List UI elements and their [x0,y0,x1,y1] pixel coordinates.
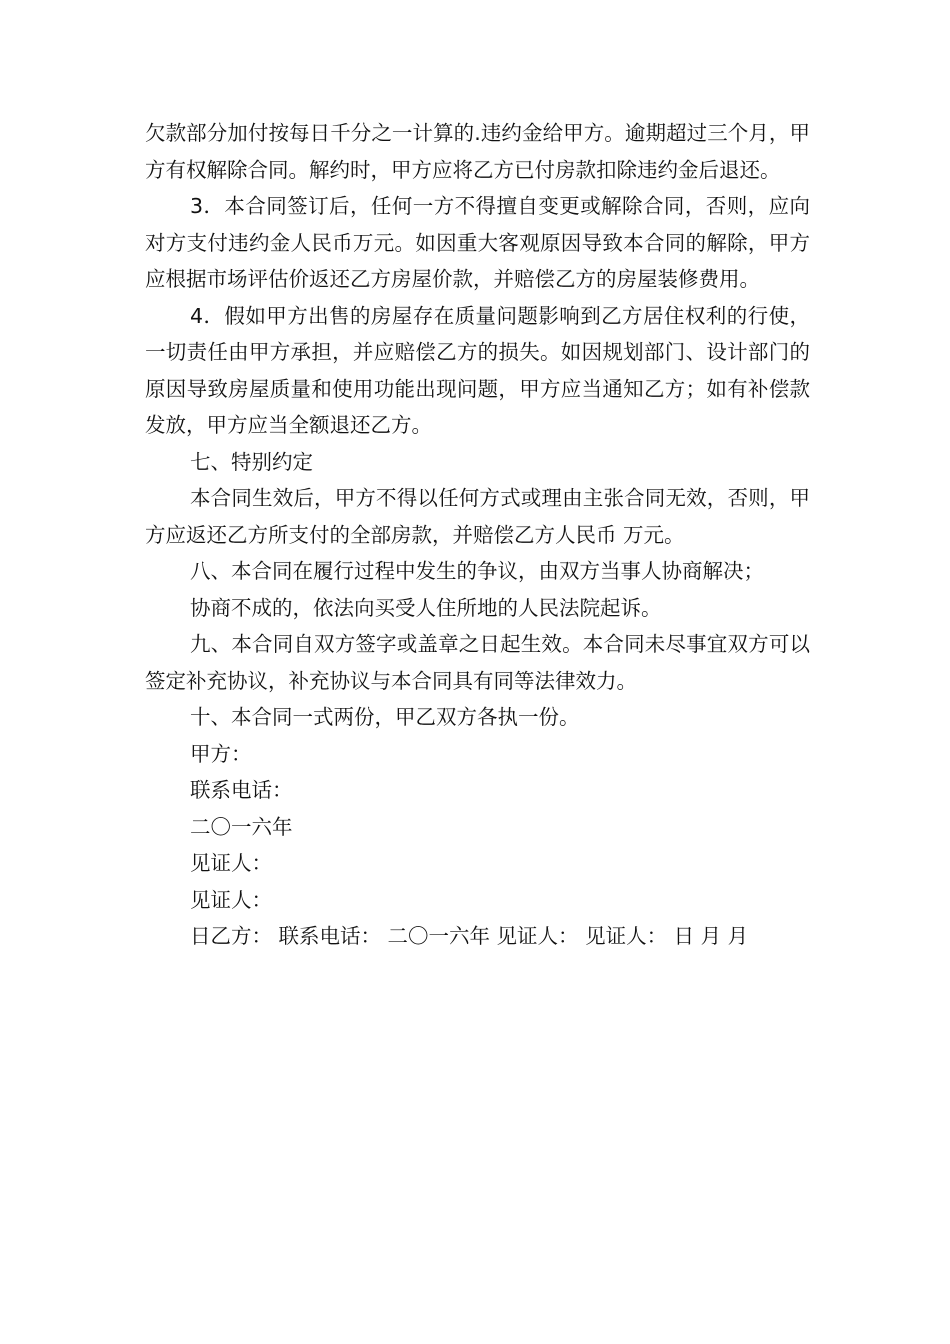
document-body [145,115,810,955]
paragraph-clause-3: 3．本合同签订后，任何一方不得擅自变更或解除合同，否则，应向对方支付违约金人民币万元。如因重大客观原因导致本合同的解除，甲方应根据市场评估价返还乙方房屋价款，并赔偿乙方的房屋装修费用。 [145,194,810,291]
paragraph-clause-4: 4．假如甲方出售的房屋存在质量问题影响到乙方居住权利的行使，一切责任由甲方承担，并应赔偿乙方的损失。如因规划部门、设计部门的原因导致房屋质量和使用功能出现问题，甲方应当通知乙方；如有补偿款发放，甲方应当全额退还乙方。 [145,303,810,437]
signature-party-b-line: 日乙方： 联系电话： 二〇一六年 见证人： 见证人： 日 月 月 [190,924,749,948]
section-heading-special-terms: 七、特别约定 [190,449,313,474]
signature-phone: 联系电话： [190,778,293,802]
paragraph-section-10: 十、本合同一式两份，甲乙双方各执一份。 [190,705,580,729]
signature-party-a: 甲方： [190,741,252,766]
signature-year: 二〇一六年 [190,814,293,839]
paragraph-overdue-penalty: 欠款部分加付按每日千分之一计算的.违约金给甲方。逾期超过三个月，甲方有权解除合同。解约时，甲方应将乙方已付房款扣除违约金后退还。 [145,121,810,182]
signature-witness-1: 见证人： [190,851,272,875]
signature-witness-2: 见证人： [190,887,272,912]
paragraph-special-terms: 本合同生效后，甲方不得以任何方式或理由主张合同无效，否则，甲方应返还乙方所支付的全部房款，并赔偿乙方人民币 万元。 [145,486,810,547]
paragraph-section-8: 八、本合同在履行过程中发生的争议，由双方当事人协商解决； [190,559,764,583]
paragraph-section-8-continued: 协商不成的，依法向买受人住所地的人民法院起诉。 [190,595,662,620]
paragraph-section-9: 九、本合同自双方签字或盖章之日起生效。本合同未尽事宜双方可以签定补充协议，补充协议与本合同具有同等法律效力。 [145,632,810,693]
